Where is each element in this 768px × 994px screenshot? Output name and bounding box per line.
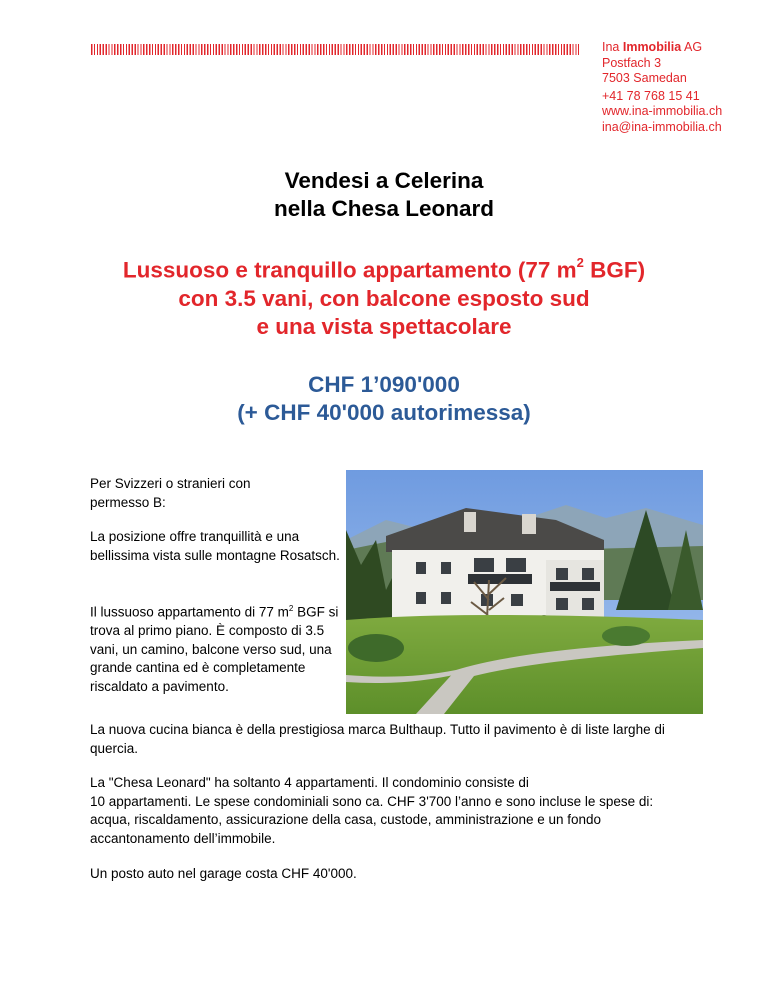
headline-line-3: e una vista spettacolare <box>256 313 512 339</box>
price-garage: (+ CHF 40'000 autorimessa) <box>237 400 531 425</box>
paragraph-garage: Un posto auto nel garage costa CHF 40'000. <box>90 866 357 881</box>
title-line-1: Vendesi a Celerina <box>284 168 484 193</box>
page-title <box>0 167 768 223</box>
headline-line-1: Lussuoso e tranquillo appartamento (77 $m^2$ BGF) <box>122 255 646 283</box>
title-line-2: nella Chesa Leonard <box>273 196 495 221</box>
paragraph-location: La posizione offre tranquillità e una bellissima vista sulle montagne Rosatsch. <box>90 529 340 563</box>
price-block <box>0 371 768 427</box>
property-photo <box>346 470 703 714</box>
company-contact-block <box>602 40 762 136</box>
company-postbox: Postfach 3 <box>602 55 662 70</box>
decorative-barcode-stripe <box>91 44 579 55</box>
headline-line-2: con 3.5 vani, con balcone esposto sud <box>178 285 590 311</box>
headline <box>0 251 768 341</box>
paragraph-eligibility: Per Svizzeri o stranieri con permesso B: <box>90 476 251 510</box>
paragraph-apartment: Il lussuoso appartamento di 77 $m^2$ BGF si trova al primo piano. È composto di 3.5 vani, un camino, balcone verso sud, una grande cantina ed è completamente riscaldato a pavimento. <box>90 604 339 694</box>
company-name: Ina Immobilia AG <box>602 40 703 54</box>
company-website[interactable]: www.ina-immobilia.ch <box>602 104 723 119</box>
paragraph-kitchen: La nuova cucina bianca è della prestigiosa marca Bulthaup. Tutto il pavimento è di liste larghe di quercia. <box>90 722 665 756</box>
paragraph-condominium: La "Chesa Leonard" ha soltanto 4 appartamenti. Il condominio consiste di 10 appartamenti. Le spese condominiali sono ca. CHF 3'700 l’anno e sono incluse le spese di: acqua, riscaldamento, assicurazione della casa, custode, amministrazione e un fondo accantonamento dell’immobile. <box>90 775 654 846</box>
price-main: CHF 1’090'000 <box>308 372 460 397</box>
company-name-bold: Immobilia <box>622 40 682 54</box>
company-phone: +41 78 768 15 41 <box>602 88 700 103</box>
company-email[interactable]: ina@ina-immobilia.ch <box>602 119 722 134</box>
company-city: 7503 Samedan <box>602 71 687 86</box>
